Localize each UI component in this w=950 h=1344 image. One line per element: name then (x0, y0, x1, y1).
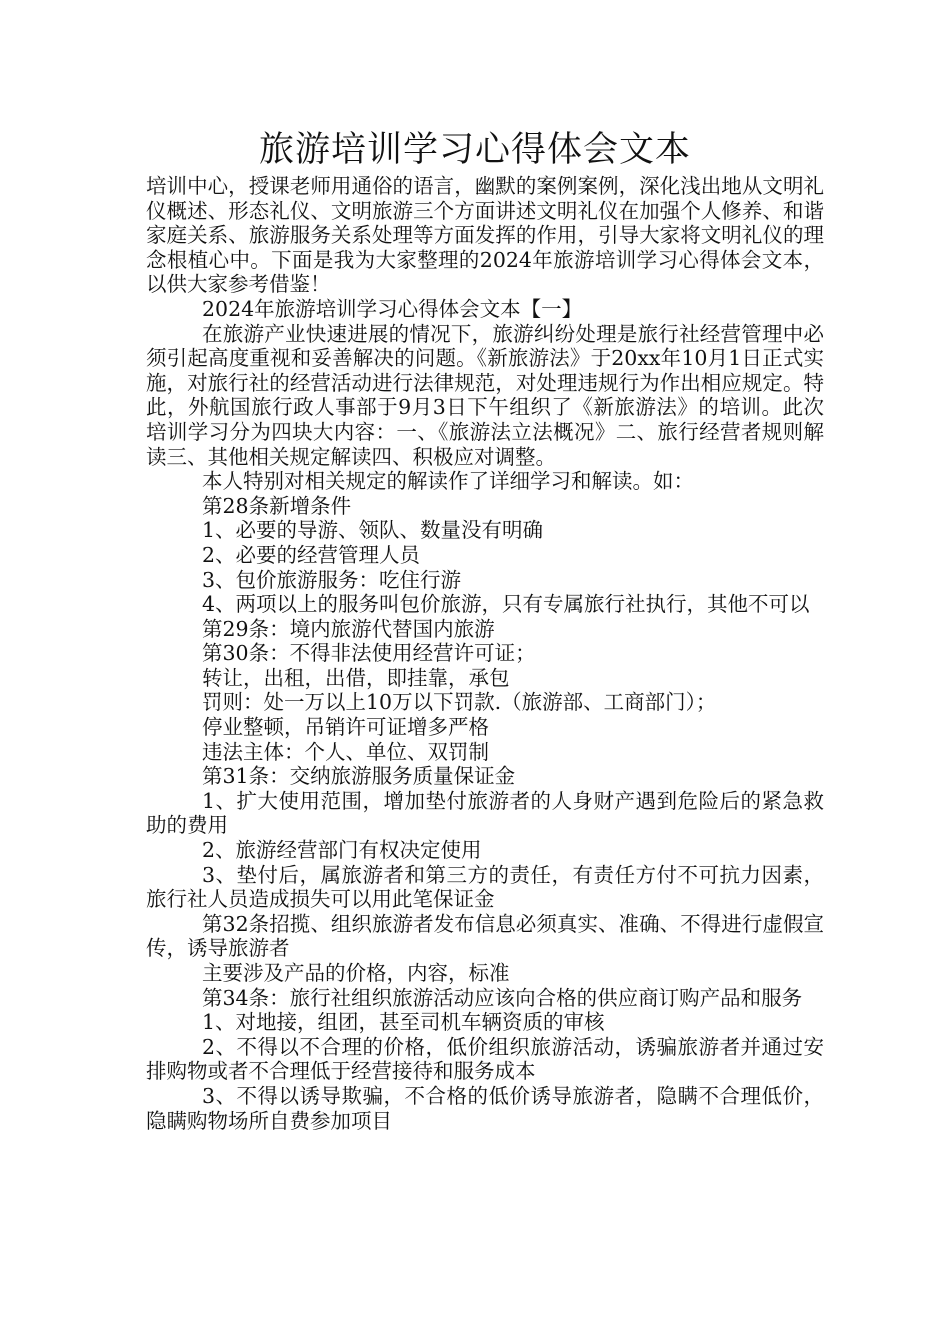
paragraph: 2、旅游经营部门有权决定使用 (202, 838, 482, 863)
paragraph: 2、必要的经营管理人员 (202, 542, 421, 567)
paragraph: 第31条：交纳旅游服务质量保证金 (202, 764, 516, 789)
paragraph: 2、不得以不合理的价格，低价组织旅游活动，诱骗旅游者并通过安排购物或者不合理低于经营接待和服务成本 (146, 1034, 824, 1084)
paragraph: 在旅游产业快速进展的情况下，旅游纠纷处理是旅行社经营管理中必须引起高度重视和妥善解决的问题。《新旅游法》于20xx年10月1日正式实施，对旅行社的经营活动进行法律规范，对处理违规行为作出相应规定。特此，外航国旅行政人事部于9月3日下午组织了《新旅游法》的培训。此次培训学习分为四块大内容：一、《旅游法立法概况》二、旅行经营者规则解读三、其他相关规定解读四、积极应对调整。 (146, 321, 824, 469)
document-body (146, 174, 824, 1133)
paragraph: 罚则：处一万以上10万以下罚款.（旅游部、工商部门）； (202, 690, 717, 715)
paragraph: 第30条：不得非法使用经营许可证； (202, 641, 536, 666)
paragraph: 1、必要的导游、领队、数量没有明确 (202, 518, 544, 543)
paragraph: 第34条：旅行社组织旅游活动应该向合格的供应商订购产品和服务 (202, 985, 803, 1010)
paragraph: 第32条招揽、组织旅游者发布信息必须真实、准确、不得进行虚假宣传，诱导旅游者 (146, 911, 824, 961)
paragraph: 3、垫付后，属旅游者和第三方的责任，有责任方付不可抗力因素，旅行社人员造成损失可以用此笔保证金 (146, 862, 824, 912)
paragraph: 停业整顿，吊销许可证增多严格 (202, 715, 489, 740)
paragraph: 第29条：境内旅游代替国内旅游 (202, 616, 495, 641)
paragraph: 3、包价旅游服务：吃住行游 (202, 567, 462, 592)
paragraph: 本人特别对相关规定的解读作了详细学习和解读。如： (202, 469, 694, 494)
paragraph: 1、扩大使用范围，增加垫付旅游者的人身财产遇到危险后的紧急救助的费用 (146, 788, 824, 838)
paragraph: 培训中心，授课老师用通俗的语言，幽默的案例案例，深化浅出地从文明礼仪概述、形态礼仪、文明旅游三个方面讲述文明礼仪在加强个人修养、和谐家庭关系、旅游服务关系处理等方面发挥的作用，引导大家将文明礼仪的理念根植心中。下面是我为大家整理的2024年旅游培训学习心得体会文本，以供大家参考借鉴！ (146, 174, 824, 297)
document-title: 旅游培训学习心得体会文本 (258, 130, 691, 170)
paragraph: 主要涉及产品的价格，内容，标准 (202, 961, 510, 985)
paragraph: 转让，出租，出借，即挂靠，承包 (202, 665, 510, 690)
paragraph: 1、对地接，组团，甚至司机车辆资质的审核 (202, 1010, 605, 1035)
paragraph: 3、不得以诱导欺骗，不合格的低价诱导旅游者，隐瞒不合理低价，隐瞒购物场所自费参加项目 (146, 1083, 824, 1133)
paragraph: 2024年旅游培训学习心得体会文本【一】 (202, 296, 583, 321)
paragraph: 第28条新增条件 (202, 493, 352, 518)
paragraph: 4、两项以上的服务叫包价旅游，只有专属旅行社执行，其他不可以 (202, 592, 810, 617)
paragraph: 违法主体：个人、单位、双罚制 (202, 739, 489, 764)
